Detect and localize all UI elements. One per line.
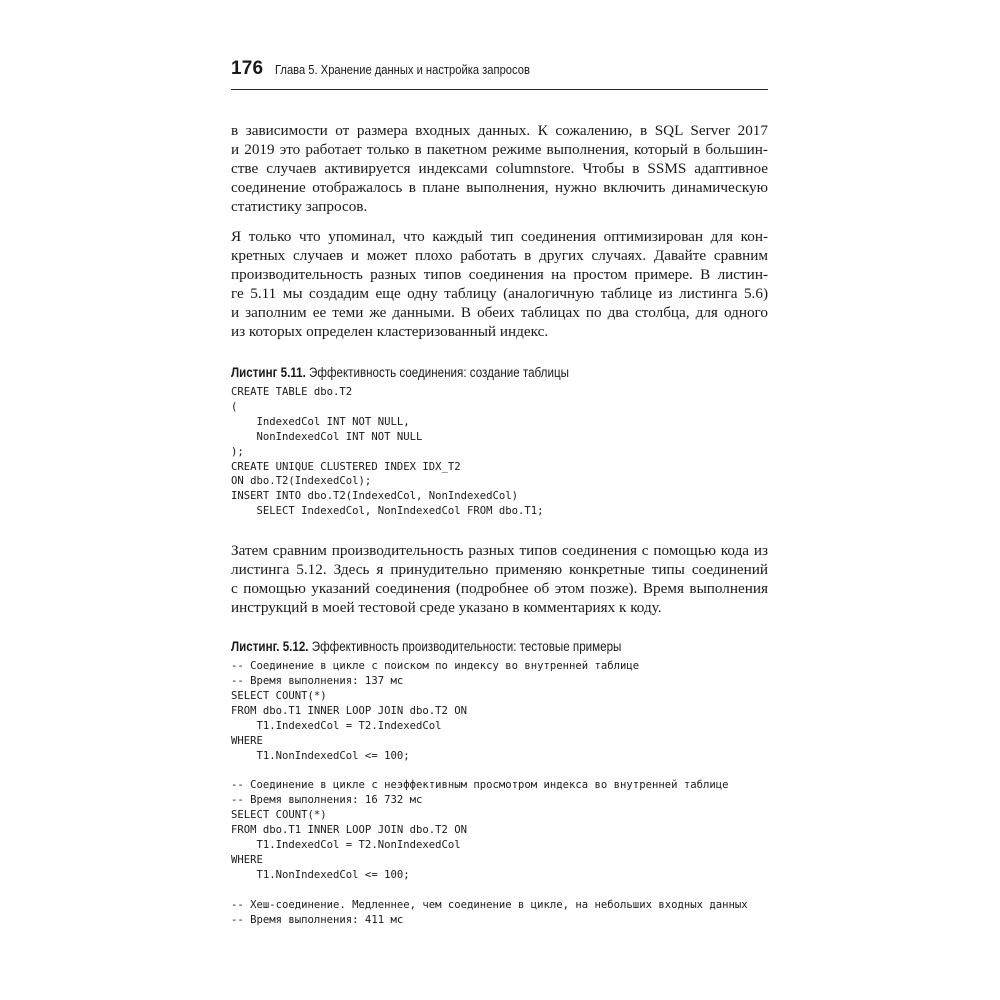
code-line: -- Хеш-соединение. Медленнее, чем соединение в цикле, на небольших входных данных <box>231 898 748 911</box>
text-line: соединение отображалось в плане выполнения, нужно включить динамическую <box>231 179 768 196</box>
code-line: FROM dbo.T1 INNER LOOP JOIN dbo.T2 ON <box>231 824 467 837</box>
listing-5-11-caption <box>231 364 693 382</box>
code-line: T1.IndexedCol = T2.IndexedCol <box>231 719 442 732</box>
code-line: ( <box>231 400 238 413</box>
text-line: стве случаев активируется индексами columnstore. Чтобы в SSMS адаптивное <box>231 160 768 177</box>
code-line: T1.NonIndexedCol <= 100; <box>231 868 410 881</box>
page-number: 176 <box>231 58 264 79</box>
text-line: статистику запросов. <box>231 198 368 215</box>
listing-5-11-label: Листинг 5.11. <box>231 365 306 380</box>
code-line: T1.IndexedCol = T2.NonIndexedCol <box>231 839 461 852</box>
text-line: в зависимости от размера входных данных. К сожалению, в SQL Server 2017 <box>231 122 768 139</box>
listing-5-11-title: Эффективность соединения: создание таблицы <box>309 365 569 380</box>
page-header <box>231 58 768 90</box>
code-line: -- Соединение в цикле с поиском по индексу во внутренней таблице <box>231 660 640 673</box>
text-line: листинга 5.12. Здесь я принудительно применяю конкретные типы соединений <box>231 561 768 579</box>
listing-5-12-code <box>231 659 768 927</box>
paragraph-2 <box>231 227 768 341</box>
text-line: с помощью указаний соединения (подробнее об этом позже). Время выполнения <box>231 580 768 598</box>
code-line: WHERE <box>231 853 263 866</box>
listing-5-12-title: Эффективность производительности: тестовые примеры <box>311 639 622 655</box>
text-line: производительность разных типов соединения на простом примере. В листин- <box>231 266 768 283</box>
listing-5-11-code <box>231 385 768 519</box>
code-line: IndexedCol INT NOT NULL, <box>231 415 410 428</box>
code-line: INSERT INTO dbo.T2(IndexedCol, NonIndexedCol) <box>231 490 519 503</box>
text-line: кретных случаев и может плохо работать в других случаях. Давайте сравним <box>231 247 768 264</box>
code-line: SELECT COUNT(*) <box>231 809 327 822</box>
code-line: -- Время выполнения: 137 мс <box>231 675 404 688</box>
code-line: CREATE UNIQUE CLUSTERED INDEX IDX_T2 <box>231 460 461 473</box>
listing-5-12-caption <box>231 638 693 656</box>
code-line: FROM dbo.T1 INNER LOOP JOIN dbo.T2 ON <box>231 704 467 717</box>
paragraph-1 <box>231 121 768 216</box>
text-line: Затем сравним производительность разных типов соединения с помощью кода из <box>231 542 768 560</box>
code-line: T1.NonIndexedCol <= 100; <box>231 749 410 762</box>
code-line: SELECT COUNT(*) <box>231 689 327 702</box>
code-line: SELECT IndexedCol, NonIndexedCol FROM dbo.T1; <box>231 505 544 518</box>
code-line: CREATE TABLE dbo.T2 <box>231 386 353 398</box>
text-line: из которых определен кластеризованный индекс. <box>231 323 549 340</box>
listing-5-12-label: Листинг. 5.12. <box>231 639 309 655</box>
chapter-running-head: Глава 5. Хранение данных и настройка запросов <box>275 62 531 77</box>
code-line: ON dbo.T2(IndexedCol); <box>231 475 372 488</box>
text-line: и заполним ее теми же данными. В обеих таблицах по два столбца, для одного <box>231 304 768 321</box>
code-line: NonIndexedCol INT NOT NULL <box>231 430 423 443</box>
code-line: -- Соединение в цикле с неэффективным просмотром индекса во внутренней таблице <box>231 779 729 792</box>
code-line: WHERE <box>231 734 263 747</box>
text-line: Я только что упоминал, что каждый тип соединения оптимизирован для кон- <box>231 228 768 245</box>
code-line: ); <box>231 445 244 458</box>
paragraph-3 <box>231 541 768 617</box>
code-line: -- Время выполнения: 411 мс <box>231 913 404 926</box>
text-line: ге 5.11 мы создадим еще одну таблицу (аналогичную таблице из листинга 5.6) <box>231 285 768 302</box>
text-line: и 2019 это работает только в пакетном режиме выполнения, который в большин- <box>231 141 768 158</box>
text-line: инструкций в моей тестовой среде указано в комментариях к коду. <box>231 599 662 617</box>
code-line: -- Время выполнения: 16 732 мс <box>231 794 423 807</box>
book-page <box>231 58 768 927</box>
